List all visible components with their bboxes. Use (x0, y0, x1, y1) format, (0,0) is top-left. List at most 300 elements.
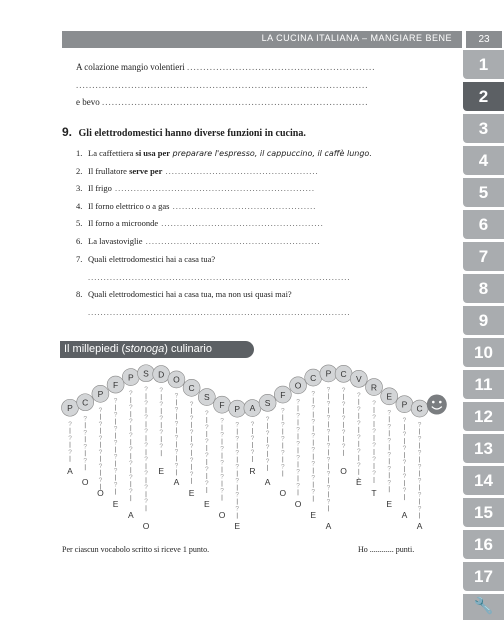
svg-text:?: ? (296, 454, 300, 462)
leg-letter: È (355, 477, 362, 487)
svg-text:?: ? (250, 421, 255, 429)
millipede-leg (295, 398, 302, 509)
segment-letter: F (280, 389, 286, 400)
svg-text:?: ? (159, 401, 164, 409)
svg-text:?: ? (68, 434, 72, 442)
leg-letter: O (81, 477, 89, 487)
exercise-item-4: 4. Il forno elettrico o a gas .............................................. (76, 201, 317, 211)
footer-scoring: Per ciascun vocabolo scritto si riceve 1 punto. (62, 545, 210, 554)
svg-text:?: ? (417, 449, 422, 457)
svg-text:?: ? (235, 505, 240, 513)
svg-text:?: ? (250, 449, 255, 457)
svg-text:?: ? (235, 435, 240, 443)
svg-text:?: ? (113, 439, 118, 447)
svg-text:?: ? (235, 491, 240, 499)
millipede-leg (158, 387, 164, 476)
millipede-leg (97, 407, 104, 498)
millipede-segment (274, 386, 291, 403)
leg-letter: E (203, 499, 210, 509)
svg-text:?: ? (98, 462, 103, 470)
segment-letter: S (203, 392, 210, 403)
svg-text:?: ? (98, 476, 103, 484)
item-number: 8. (76, 289, 83, 299)
svg-text:?: ? (417, 491, 422, 499)
millipede-leg (204, 410, 210, 509)
millipede-segment (107, 376, 124, 393)
svg-text:?: ? (265, 443, 270, 451)
answer-line: .................................................................................... (88, 307, 351, 317)
segment-letter: C (188, 383, 195, 394)
handwritten-answer: preparare l'espresso, il cappuccino, il caffè lungo. (170, 149, 372, 158)
svg-text:?: ? (265, 457, 270, 465)
svg-text:?: ? (311, 446, 316, 454)
svg-text:?: ? (159, 387, 164, 395)
svg-text:?: ? (83, 415, 88, 423)
tab-chapter-13[interactable]: 13 (463, 434, 504, 463)
item-number: 4. (76, 201, 83, 211)
leg-letter: E (188, 488, 195, 498)
exercise-instruction: Gli elettrodomestici hanno diverse funzioni in cucina. (78, 128, 306, 139)
svg-text:?: ? (311, 390, 316, 398)
leg-letter: A (325, 521, 332, 531)
svg-text:?: ? (326, 428, 331, 436)
item-text: Quali elettrodomestici hai a casa tua? (88, 254, 216, 264)
svg-text:?: ? (128, 432, 133, 440)
millipede-segment (396, 396, 413, 413)
svg-text:?: ? (204, 466, 209, 474)
millipede-segment (198, 389, 215, 406)
svg-text:?: ? (189, 414, 194, 422)
leg-letter: E (310, 510, 317, 520)
svg-text:?: ? (98, 406, 103, 414)
segment-letter: P (127, 372, 134, 383)
svg-text:?: ? (83, 443, 88, 451)
leg-letter: E (386, 499, 393, 509)
leg-letter: O (142, 521, 150, 531)
item-number: 6. (76, 236, 83, 246)
svg-text:?: ? (235, 449, 240, 457)
tab-chapter-4[interactable]: 4 (463, 146, 504, 175)
svg-text:?: ? (128, 460, 133, 468)
svg-text:?: ? (159, 443, 164, 451)
segment-letter: C (310, 372, 317, 383)
segment-letter: R (370, 382, 378, 393)
tab-chapter-1[interactable]: 1 (463, 50, 504, 79)
svg-text:?: ? (387, 437, 392, 445)
leg-letter: A (67, 466, 73, 476)
svg-text:?: ? (280, 421, 285, 429)
svg-text:?: ? (280, 463, 285, 471)
svg-text:?: ? (144, 470, 148, 478)
svg-text:?: ? (372, 428, 376, 436)
leg-letter: A (264, 477, 271, 487)
item-text: La caffettiera (88, 148, 136, 158)
millipede-leg (386, 409, 392, 509)
leg-letter: A (416, 521, 423, 531)
millipede-leg (249, 421, 255, 476)
leg-letter: E (112, 499, 119, 509)
header-title: LA CUCINA ITALIANA – MANGIARE BENE (261, 33, 452, 43)
millipede-segment (244, 400, 261, 417)
svg-text:?: ? (159, 415, 164, 423)
svg-text:?: ? (387, 465, 392, 473)
svg-text:?: ? (235, 463, 240, 471)
svg-text:?: ? (326, 400, 331, 408)
svg-text:?: ? (311, 488, 316, 496)
svg-text:?: ? (402, 417, 407, 425)
svg-text:?: ? (372, 456, 376, 464)
leg-letter: R (249, 466, 256, 476)
item-bold: serve per (129, 166, 163, 176)
segment-letter: O (294, 380, 302, 391)
millipede-segment (153, 366, 170, 383)
answer-line-3: e bevo .................................................................................. (76, 97, 369, 107)
svg-text:?: ? (235, 477, 240, 485)
svg-text:?: ? (402, 473, 407, 481)
segment-letter: P (325, 368, 332, 379)
tab-chapter-6[interactable]: 6 (463, 210, 504, 239)
svg-text:?: ? (311, 432, 316, 440)
svg-text:?: ? (144, 498, 148, 506)
tab-chapter-17[interactable]: 17 (463, 562, 504, 591)
svg-text:?: ? (417, 505, 422, 513)
millipede-segment (229, 400, 246, 417)
millipede-leg (219, 418, 226, 520)
millipede-title-italic: stonoga (125, 343, 165, 355)
svg-text:?: ? (250, 435, 255, 443)
millipede-leg (174, 392, 180, 487)
millipede-leg (67, 421, 73, 476)
item-number: 1. (76, 148, 83, 158)
tab-chapter-14[interactable]: 14 (463, 466, 504, 495)
svg-text:?: ? (83, 429, 88, 437)
svg-text:?: ? (128, 446, 133, 454)
svg-text:?: ? (341, 428, 346, 436)
millipede-segment (366, 379, 383, 396)
svg-text:?: ? (311, 404, 316, 412)
svg-text:?: ? (220, 431, 224, 439)
tab-chapter-7[interactable]: 7 (463, 242, 504, 271)
millipede-segment (305, 369, 322, 386)
svg-text:?: ? (417, 421, 422, 429)
tab-chapter-3[interactable]: 3 (463, 114, 504, 143)
svg-text:?: ? (98, 434, 103, 442)
svg-text:?: ? (341, 386, 346, 394)
svg-text:?: ? (189, 442, 194, 450)
svg-text:?: ? (220, 487, 224, 495)
tab-chapter-15[interactable]: 15 (463, 498, 504, 527)
segment-letter: C (340, 369, 347, 380)
svg-text:?: ? (402, 445, 407, 453)
svg-text:?: ? (113, 467, 118, 475)
millipede-segment (259, 394, 276, 411)
item-number: 7. (76, 254, 83, 264)
item-text: Il forno a microonde (88, 218, 159, 228)
leg-letter: O (279, 488, 287, 498)
svg-text:?: ? (113, 453, 118, 461)
item-text: Il frigo (88, 183, 112, 193)
exercise-item-6: 6. La lavastoviglie ........................................................ (76, 236, 321, 246)
svg-text:?: ? (174, 434, 179, 442)
svg-text:?: ? (372, 442, 376, 450)
svg-text:?: ? (98, 448, 103, 456)
answer-line-1: A colazione mangio volentieri .......................................................... (76, 62, 376, 72)
segment-letter: P (234, 403, 241, 414)
svg-text:?: ? (113, 411, 118, 419)
leg-letter: A (173, 477, 180, 487)
svg-text:?: ? (372, 400, 376, 408)
millipede-segment (320, 365, 337, 382)
svg-text:?: ? (144, 414, 148, 422)
svg-text:?: ? (174, 420, 179, 428)
tab-chapter-5[interactable]: 5 (463, 178, 504, 207)
svg-text:?: ? (402, 459, 407, 467)
segment-letter: D (158, 369, 165, 380)
segment-letter: C (82, 397, 89, 408)
svg-text:?: ? (372, 470, 376, 478)
svg-text:?: ? (280, 435, 285, 443)
millipede-segment (183, 379, 200, 396)
svg-text:?: ? (204, 480, 209, 488)
svg-text:?: ? (326, 456, 331, 464)
svg-text:?: ? (220, 473, 224, 481)
svg-text:?: ? (113, 397, 118, 405)
svg-text:?: ? (356, 419, 361, 427)
svg-text:?: ? (174, 392, 179, 400)
millipede-leg (82, 415, 89, 487)
svg-text:?: ? (128, 390, 133, 398)
svg-text:?: ? (174, 462, 179, 470)
wrench-icon[interactable]: 🔧 (463, 594, 504, 620)
millipede-head (427, 395, 447, 415)
millipede-leg (326, 386, 332, 531)
prev-label-3: e bevo (76, 97, 100, 107)
answer-line-2: .......................................................................................... (76, 80, 369, 90)
svg-text:?: ? (144, 456, 148, 464)
svg-text:?: ? (189, 456, 194, 464)
tab-chapter-16[interactable]: 16 (463, 530, 504, 559)
svg-text:?: ? (68, 420, 72, 428)
millipede-leg (279, 408, 286, 498)
svg-text:?: ? (189, 470, 194, 478)
item-text: Il frullatore (88, 166, 130, 176)
svg-text:?: ? (326, 498, 331, 506)
leg-letter: A (127, 510, 134, 520)
item-bold: si usa per (135, 148, 170, 158)
svg-text:?: ? (204, 424, 209, 432)
svg-text:?: ? (189, 428, 194, 436)
svg-text:?: ? (311, 460, 316, 468)
millipede-segment (122, 369, 139, 386)
svg-text:?: ? (280, 449, 285, 457)
svg-text:?: ? (265, 415, 270, 423)
millipede-title-pre: Il millepiedi ( (64, 343, 126, 355)
item-text: Il forno elettrico o a gas (88, 201, 170, 211)
svg-text:?: ? (341, 414, 346, 422)
leg-letter: E (158, 466, 165, 476)
svg-text:?: ? (417, 463, 422, 471)
svg-text:?: ? (326, 484, 331, 492)
segment-letter: S (264, 398, 271, 409)
svg-text:?: ? (356, 433, 361, 441)
svg-text:?: ? (326, 386, 331, 394)
item-number: 2. (76, 166, 83, 176)
svg-text:?: ? (144, 484, 148, 492)
exercise-item-2: 2. Il frullatore serve per ................................................. (76, 166, 319, 176)
svg-text:?: ? (296, 482, 300, 490)
svg-text:?: ? (356, 405, 361, 413)
svg-text:?: ? (113, 425, 118, 433)
svg-text:?: ? (326, 442, 331, 450)
svg-text:?: ? (356, 391, 361, 399)
svg-text:?: ? (387, 409, 392, 417)
millipede-segment (335, 365, 352, 382)
millipede-leg (340, 387, 347, 476)
millipede-segment (214, 396, 231, 413)
footer-points: Ho ............ punti. (358, 545, 415, 554)
millipede-leg (310, 391, 316, 520)
millipede-leg (234, 422, 240, 531)
svg-text:?: ? (402, 431, 407, 439)
millipede-segment (77, 394, 94, 411)
svg-text:?: ? (311, 474, 316, 482)
svg-text:?: ? (387, 479, 392, 487)
segment-letter: S (143, 368, 149, 379)
millipede-leg (356, 392, 362, 487)
segment-letter: F (219, 399, 225, 410)
item-number: 5. (76, 218, 83, 228)
svg-text:?: ? (144, 442, 148, 450)
millipede-leg (143, 386, 150, 531)
tab-chapter-12[interactable]: 12 (463, 402, 504, 431)
svg-text:?: ? (128, 404, 133, 412)
leg-letter: A (401, 510, 408, 520)
millipede-leg (402, 417, 408, 520)
svg-text:?: ? (341, 442, 346, 450)
svg-text:?: ? (204, 452, 209, 460)
svg-text:?: ? (387, 451, 392, 459)
segment-letter: O (173, 374, 180, 385)
svg-text:?: ? (128, 474, 133, 482)
svg-text:?: ? (174, 448, 179, 456)
svg-text:?: ? (417, 477, 422, 485)
answer-line: .................................................................................... (88, 272, 351, 282)
prev-label-1: A colazione mangio volentieri (76, 62, 185, 72)
millipede-leg (371, 400, 376, 498)
tab-chapter-9[interactable]: 9 (463, 306, 504, 335)
svg-text:?: ? (98, 420, 103, 428)
svg-text:?: ? (128, 418, 133, 426)
segment-letter: V (355, 374, 362, 385)
svg-text:?: ? (372, 414, 376, 422)
svg-text:?: ? (220, 459, 224, 467)
millipede-leg (417, 422, 423, 531)
svg-text:?: ? (326, 414, 331, 422)
leg-letter: O (340, 466, 347, 476)
segment-letter: F (112, 379, 119, 390)
leg-letter: O (294, 499, 302, 509)
millipede-title-post: ) culinario (164, 343, 212, 355)
leg-letter: O (97, 488, 104, 498)
svg-text:?: ? (68, 448, 72, 456)
svg-text:?: ? (144, 428, 148, 436)
svg-text:?: ? (296, 468, 300, 476)
svg-text:?: ? (417, 435, 422, 443)
exercise-number: 9. (62, 125, 73, 139)
item-text: Quali elettrodomestici hai a casa tua, ma non usi quasi mai? (88, 289, 292, 299)
svg-text:?: ? (174, 406, 179, 414)
millipede-leg (189, 401, 195, 498)
svg-text:?: ? (128, 488, 133, 496)
svg-text:?: ? (387, 423, 392, 431)
svg-text:?: ? (296, 398, 300, 406)
item-text: La lavastoviglie (88, 236, 143, 246)
svg-text:?: ? (356, 461, 361, 469)
segment-letter: P (401, 399, 408, 410)
millipede-segment (411, 400, 428, 417)
exercise-item-3: 3. Il frigo ................................................................ (76, 183, 315, 193)
item-number: 3. (76, 183, 83, 193)
svg-text:?: ? (296, 412, 300, 420)
svg-text:?: ? (144, 386, 148, 394)
svg-text:?: ? (402, 487, 407, 495)
svg-text:?: ? (83, 457, 88, 465)
svg-text:?: ? (204, 410, 209, 418)
millipede-segment (62, 399, 79, 416)
exercise-item-5: 5. Il forno a microonde .................................................... (76, 218, 324, 228)
millipede-segment (138, 365, 155, 382)
svg-text:?: ? (356, 447, 361, 455)
segment-letter: C (416, 403, 423, 414)
leg-letter: O (218, 510, 226, 520)
svg-text:?: ? (311, 418, 316, 426)
svg-text:?: ? (220, 445, 224, 453)
svg-text:?: ? (296, 426, 300, 434)
tab-chapter-2[interactable]: 2 (463, 82, 504, 111)
page-number: 23 (466, 31, 502, 48)
millipede-leg (128, 390, 134, 520)
svg-text:?: ? (280, 407, 285, 415)
millipede-segment (92, 385, 109, 402)
svg-text:?: ? (220, 417, 224, 425)
tab-chapter-8[interactable]: 8 (463, 274, 504, 303)
tab-chapter-11[interactable]: 11 (463, 370, 504, 399)
svg-text:?: ? (341, 400, 346, 408)
millipede-segment (381, 388, 398, 405)
leg-letter: T (371, 488, 377, 498)
leg-letter: E (234, 521, 241, 531)
millipede-segment (168, 371, 185, 388)
millipede-leg (113, 398, 119, 509)
svg-text:?: ? (159, 429, 164, 437)
segment-letter: E (386, 391, 393, 402)
svg-text:?: ? (265, 429, 270, 437)
svg-text:?: ? (204, 438, 209, 446)
segment-letter: P (67, 402, 73, 413)
tab-chapter-10[interactable]: 10 (463, 338, 504, 367)
svg-text:?: ? (296, 440, 300, 448)
svg-text:?: ? (189, 400, 194, 408)
segment-letter: A (249, 403, 256, 414)
segment-letter: P (97, 388, 104, 399)
svg-text:?: ? (144, 400, 148, 408)
svg-text:?: ? (235, 421, 240, 429)
svg-text:?: ? (113, 481, 118, 489)
millipede-segment (350, 370, 367, 387)
millipede-segment (290, 377, 307, 394)
svg-text:?: ? (326, 470, 331, 478)
millipede-leg (265, 416, 271, 487)
